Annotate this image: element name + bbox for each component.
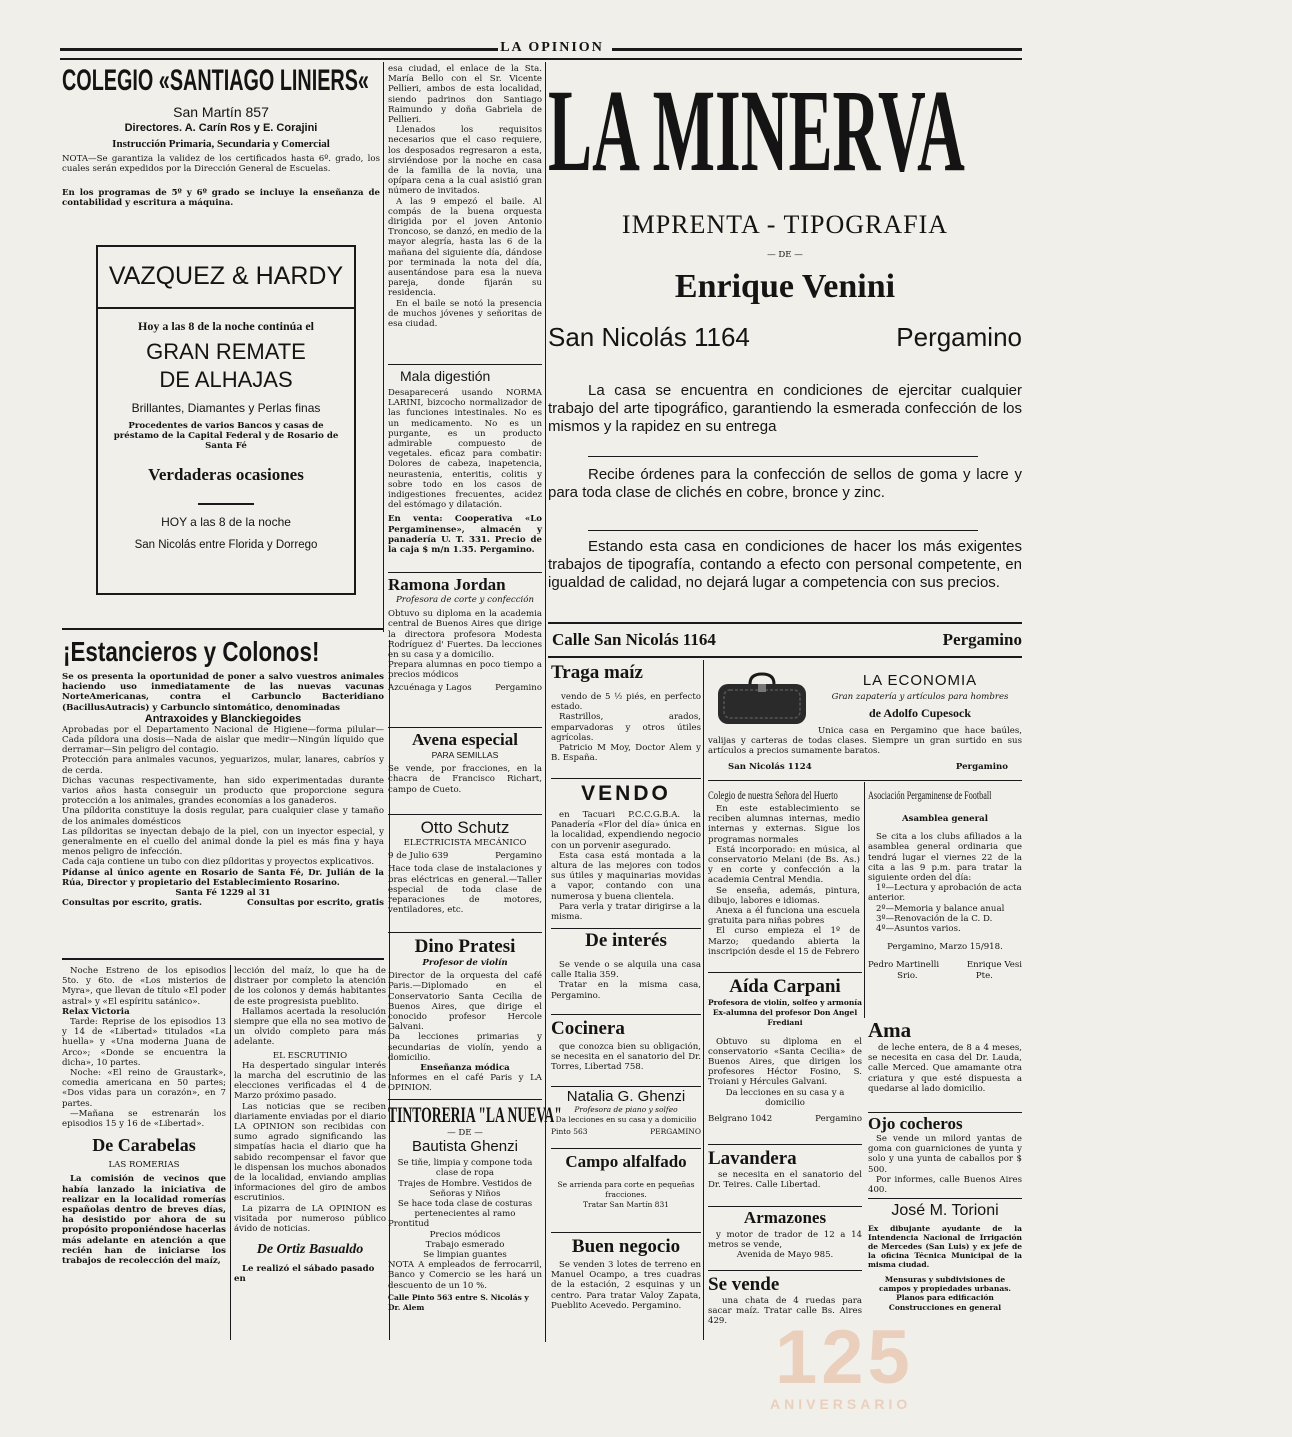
sevende-title: Se vende (708, 1274, 780, 1295)
tintoreria-precios: Precios módicos (429, 1229, 501, 1240)
armazones-body: y motor de trador de 12 a 14 metros se vende, (708, 1230, 862, 1251)
tintoreria-p1: Se tiñe, limpia y compone toda clase de ropa (397, 1158, 533, 1179)
estancieros-p1: Se os presenta la oportunidad de poner a salvo vuestros animales haciendo uso inmediatamente de las nuevas vacunas NorteAmericanas, contra el Carbunclo Bacteridiano (BacillusAutracis) y Carbunclo sintomático, denominadas (62, 672, 384, 713)
minerva-title: LA MINERVA (548, 65, 965, 196)
asociacion-o2: 2º—Memoria y balance anual (876, 903, 1005, 914)
cocheros-p2: Por informes, calle Buenos Aires 400. (868, 1174, 1022, 1196)
estancieros-foot-left: Consultas por escrito, gratis. (62, 898, 202, 909)
vazquez-slogan: Verdaderas ocasiones (148, 465, 304, 484)
ramona-ad (388, 575, 542, 725)
estancieros-p4: Dichas vacunas respectivamente, han sido experimentadas durante varios años hasta conseguir un producto que proporcione segura protección a los animales, grandes economías a los ganaderos. (62, 775, 384, 807)
estancieros-foot-right: Consultas por escrito, gratis (247, 898, 384, 909)
natalia-title: Natalia G. Ghenzi (566, 1088, 686, 1105)
tintoreria-prontitud: Prontitud (388, 1219, 430, 1230)
aida-title: Aída Carpani (729, 976, 841, 997)
sevende-body: una chata de 4 ruedas para sacar maíz. Tratar calle Bs. Aires 429. (708, 1296, 862, 1327)
teatro-p2: Tarde: Reprise de los episodios 13 y 14 de «Libertad» titulados «La huella» y «Una moderna Juana de Arco»; «Donde se encuentra la dicha», 10 partes. (62, 1017, 226, 1068)
colegio-liniers-ad (62, 64, 380, 239)
asociacion-title: Asociación Pergaminense de Football (868, 788, 992, 802)
otto-address: 9 de Julio 639 (388, 851, 449, 862)
teatro-p4: —Mañana se estrenarán los episodios 15 y 16 de «Libertad». (62, 1108, 226, 1130)
column-rule (230, 965, 231, 1340)
campo-title: Campo alfalfado (565, 1152, 687, 1171)
aida-p2: Da lecciones en su casa y a domicilio (725, 1087, 845, 1108)
nuestra-senora-p5: El curso empieza el 1º de Marzo; quedando abierta la inscripción desde el 15 de Febrero (708, 926, 860, 957)
minerva-town: Pergamino (896, 322, 1022, 352)
interes-body: Se vende o se alquila una casa calle Italia 359. (551, 960, 701, 981)
tintoreria-nota: NOTA A empleados de ferrocarril, Banco y Comercio se les hará un descuento de un 10 %. (388, 1260, 542, 1291)
cocheros-title: Ojo cocheros (868, 1114, 963, 1133)
armazones-ad (708, 1208, 862, 1268)
traga-ad (551, 662, 701, 774)
colegio-title: COLEGIO «SANTIAGO LINIERS« (62, 64, 369, 97)
armazones-title: Armazones (743, 1208, 827, 1227)
ortiz-title: De Ortiz Basualdo (256, 1242, 364, 1258)
tintoreria-trabajo: Trabajo esmerado (425, 1239, 505, 1250)
tintoreria-p3: Se hace toda clase de costuras pertenecientes al ramo (397, 1199, 533, 1220)
boda-p2: Llenados los requisitos necesarios que el caso requiere, los desposados regresaron a esta, sirviéndose por la noche en casa de la familia de la novia, una opípara cena a la cual asistió gran número de invitados. (388, 125, 542, 197)
minerva-de: — DE — (767, 250, 803, 260)
vazquez-hoy: HOY a las 8 de la noche (161, 515, 291, 529)
masthead-rule-right (612, 48, 1022, 51)
aida-town: Pergamino (815, 1114, 862, 1125)
nuestra-senora-title: Colegio de nuestra Señora del Huerto (708, 788, 838, 802)
ramona-town: Pergamino (495, 682, 542, 693)
avena-sub: PARA SEMILLAS (431, 750, 499, 760)
asociacion-sign-1: Pedro Martinelli (868, 960, 940, 971)
otto-sub: ELECTRICISTA MECÁNICO (403, 838, 527, 848)
maiz-p5: La pizarra de LA OPINION es visitada por numeroso público ávido de noticias. (234, 1203, 386, 1235)
minerva-p1: La casa se encuentra en condiciones de ejercitar cualquier trabajo del arte tipográfico, garantiendo la esmerada confección de los mismos y la rapidez en su entrega (548, 382, 1022, 435)
nuestra-senora-p2: Está incorporado: en música, al conservatorio Melani (de Bs. As.) y en corte y confección a la academia Central Mendia. (708, 844, 860, 886)
asociacion-sub: Asamblea general (901, 814, 989, 824)
toriani-p3: Planos para edificación (896, 1293, 994, 1302)
tintoreria-name: Bautista Ghenzi (412, 1138, 518, 1156)
ama-ad (868, 1018, 1022, 1110)
ama-body: de leche entera, de 8 a 4 meses, se necesita en casa del Dr. Lauda, calle Merced. Que amamante otra criatura y que esté dispuesta a quedarse al lado domicilio. (868, 1043, 1022, 1094)
aida-sub2: Ex-alumna del profesor Don Angel Frediani (712, 1008, 858, 1028)
calle-address: Calle San Nicolás 1164 (552, 630, 716, 649)
masthead-title: LA OPINION (500, 40, 604, 55)
maiz-p4: Las noticias que se reciben diariamente enviadas por el diario LA OPINION son recibidas con sumo agrado significando las simpatías hacia el diario que ha sabido recompensar el favor que le dispensan los muchos abonados de la localidad, enviando amplias informaciones del giro de ambos escrutinios. (234, 1101, 386, 1204)
otto-town: Pergamino (495, 851, 542, 862)
lavandera-title: Lavandera (708, 1148, 797, 1169)
asociacion-role-2: Pte. (975, 970, 993, 981)
estancieros-p8: Pídanse al único agente en Rosario de Santa Fé, Dr. Julián de la Rúa, Director y propietario del Establecimiento Rosarino. (62, 867, 384, 888)
otto-title: Otto Schutz (420, 818, 510, 837)
minerva-imprenta: IMPRENTA - TIPOGRAFIA (621, 210, 949, 239)
negocio-body: Se venden 3 lotes de terreno en Manuel Ocampo, a tres cuadras de la estación, 2 esquinas y un centro. Para tratar Valoy Zapata, Pueblito Acevedo. Pergamino. (551, 1260, 701, 1311)
minerva-p2: Recibe órdenes para la confección de sellos de goma y lacre y para toda clase de clichés en cobre, bronce y zinc. (548, 466, 1022, 501)
column-rule (545, 62, 546, 1342)
tintoreria-address: Calle Pinto 563 entre S. Nicolás y Dr. Alem (388, 1292, 529, 1313)
toriani-p4: Construcciones en general (888, 1303, 1002, 1313)
interes-p2: Tratar en la misma casa, Pergamino. (551, 980, 701, 1001)
nuestra-senora-ad (708, 784, 860, 974)
tintoreria-limpian: Se limpian guantes (423, 1250, 507, 1261)
economia-address: San Nicolás 1124 (728, 762, 812, 772)
vazquez-place: San Nicolás entre Florida y Dorrego (134, 539, 318, 551)
estancieros-p7: Cada caja contiene un tubo con diez píldoritas y proyectos explicativos. (62, 857, 375, 868)
negocio-title: Buen negocio (571, 1236, 681, 1257)
carabelas-romerias: LAS ROMERIAS (108, 1160, 180, 1171)
dino-ad (388, 936, 542, 1096)
lavandera-ad (708, 1148, 862, 1204)
teatro-p3: Noche: «El reino de Graustark», comedia americana en 50 partes; «Dos vidas para un corazón», en 7 partes. (62, 1068, 226, 1109)
toriani-p2: Mensuras y subdivisiones de campos y propiedades urbanas. (878, 1275, 1012, 1293)
teatro-relax: Relax Victoria (62, 1006, 130, 1017)
valise-icon (712, 672, 812, 728)
otto-ad (388, 818, 542, 928)
aida-address: Belgrano 1042 (708, 1114, 773, 1125)
dino-sub: Profesor de violín (422, 958, 508, 968)
asociacion-sign-2: Enrique Vesi (966, 960, 1022, 971)
economia-body: Unica casa en Pergamino que hace baúles, valijas y carteras de todas clases. Siempre un gran surtido en sus artículos a precios sumamente baratos. (708, 726, 1022, 757)
column-rule (383, 62, 384, 632)
natalia-sub: Profesora de piano y solfeo (574, 1105, 678, 1114)
ramona-title: Ramona Jordan (388, 575, 506, 594)
vazquez-remate: GRAN REMATE (146, 339, 306, 364)
interes-title: De interés (585, 930, 667, 951)
teatro-p5: La comisión de vecinos que había lanzado la iniciativa de realizar en la localidad romerías españolas dentro de breves días, ha desistido por ahora de su propósito proponiéndose hacerlas más adelante en atención a que recién han de iniciarse los trabajos de recolección del maíz, (62, 1174, 226, 1267)
estancieros-ad (62, 634, 384, 952)
asociacion-o4: 4º—Asuntos varios. (876, 924, 961, 935)
vendo-p2: Esta casa está montada a la altura de las mejores con todos sus útiles y maquinarias movidas a vapor, contando con una numerosa y buena clientela. (551, 850, 701, 902)
natalia-address: Pinto 563 (551, 1127, 588, 1137)
economia-sub: Gran zapatería y artículos para hombres (831, 692, 1009, 702)
vendo-body: en Tacuari P.C.C.G.B.A. la Panadería «Flor del día» única en la localidad, expendiendo negocio con un porvenir asegurado. (551, 810, 701, 851)
dino-p2: Da lecciones primarias y secundarias de violín, yendo a domicilio. (388, 1032, 542, 1063)
boda-article (388, 64, 542, 360)
minerva-address: San Nicolás 1164 (548, 322, 750, 352)
tintoreria-de: — DE — (447, 1128, 483, 1138)
digestion-ad (388, 368, 542, 568)
maiz-p3: Ha despertado singular interés la marcha del escrutinio de las elecciones verificadas el 4 de Marzo próximo pasado. (234, 1060, 386, 1102)
digestion-venta: En venta: Cooperativa «Lo Pergaminense», almacén y panadería U. T. 331. Precio de la caja $ m/n 1.35. Pergamino. (388, 514, 542, 556)
estancieros-p5: Una píldorita constituye la dosis regular, para cualquier clase y tamaño de los animales domésticos (62, 806, 384, 827)
estancieros-p3: Protección para animales vacunos, yeguarizos, mular, lanares, cabríos y de cerda. (62, 755, 384, 776)
interes-ad (551, 930, 701, 1010)
maiz-p1: lección del maíz, lo que ha de distraer por completo la atención de los colonos y demás habitantes de este progresista pueblito. (234, 966, 386, 1007)
vazquez-line1: Hoy a las 8 de la noche continúa el (137, 319, 314, 333)
aida-body: Obtuvo su diploma en el conservatorio «Santa Cecilia» de Buenos Aires, que dirigen los profesores Héctor Fosino, S. Troiani y Hércules Galvani. (708, 1036, 862, 1088)
teatro-article (62, 966, 226, 1340)
ama-title: Ama (868, 1018, 912, 1042)
avena-body: Se vende, por fracciones, en la chacra de Francisco Richart, campo de Cueto. (388, 764, 542, 795)
cocinera-body: que conozca bien su obligación, se necesita en el sanatorio del Dr. Torres, Libertad 758. (551, 1042, 701, 1073)
natalia-sub2: Da lecciones en su casa y a domicilio (555, 1115, 697, 1125)
cocinera-title: Cocinera (551, 1018, 625, 1039)
column-rule (703, 660, 704, 1340)
minerva-ad (548, 60, 1022, 620)
campo-body: Se arrienda para corte en pequeñas fracciones. (557, 1180, 695, 1200)
asociacion-ad (868, 784, 1022, 1014)
economia-title: LA ECONOMIA (862, 672, 978, 689)
boda-p4: En el baile se notó la presencia de muchos jóvenes y señoritas de esa ciudad. (388, 298, 542, 330)
avena-title: Avena especial (412, 730, 518, 749)
dino-title: Dino Pratesi (414, 936, 516, 957)
estancieros-p2: Aprobadas por el Departamento Nacional de Higiene—forma pilular—Cada píldora una dosis—Nada de aislar que medir—Ningún líquido que derramar—Sin peligro del contagio. (62, 724, 384, 756)
campo-p2: Tratar San Martín 831 (582, 1200, 669, 1210)
nuestra-senora-p4: Anexa a él funciona una escuela gratuita para niñas pobres (708, 906, 860, 927)
colegio-address: San Martín 857 (173, 104, 269, 120)
economia-ad (708, 664, 1022, 776)
natalia-town: PERGAMINO (650, 1127, 701, 1137)
traga-p3: Patricio M Moy, Doctor Alem y B. España. (551, 743, 701, 764)
traga-p2: Rastrillos, arados, emparvadoras y otros útiles agrícolas. (551, 712, 701, 743)
asociacion-o3: 3º—Renovación de la C. D. (876, 913, 993, 924)
armazones-p2: Avenida de Mayo 985. (736, 1250, 834, 1261)
dino-body: Director de la orquesta del café Paris.—Diplomado en el Conservatorio Santa Cecilia de Buenos Aires, que dirige el conocido profesor Hercole Galvani. (388, 971, 542, 1033)
aida-ad (708, 976, 862, 1142)
vazquez-items: Brillantes, Diamantes y Perlas finas (131, 401, 321, 415)
digestion-title: Mala digestión (400, 368, 491, 384)
colegio-subtitle: Instrucción Primaria, Secundaria y Comercial (112, 138, 330, 150)
minerva-p3: Estando esta casa en condiciones de hacer los más exigentes trabajos de tipografía, contando a efecto con personal competente, en igualdad de calidad, no dejará lugar a competencia con sus precios. (548, 538, 1022, 591)
vazquez-title: VAZQUEZ & HARDY (108, 262, 344, 290)
boda-p1: esa ciudad, el enlace de la Sta. María Bello con el Sr. Vicente Pellieri, ambos de esta localidad, siendo padrinos don Santiago Raimundo y doña Gabriela de Pellieri. (388, 64, 542, 126)
maiz-p2: Hallamos acertada la resolución siempre que ella no sea motivo de un olvido completo para más adelante. (234, 1006, 386, 1048)
dino-p3: Informes en el café Paris y LA OPINION. (388, 1073, 542, 1094)
natalia-ad (551, 1088, 701, 1146)
vazquez-alhajas: DE ALHAJAS (159, 367, 293, 392)
aida-sub: Profesora de violín, solfeo y armonía (708, 998, 863, 1007)
colegio-note: NOTA—Se garantiza la validez de los certificados hasta 6º. grado, los cuales serán expedidos por la Dirección General de Escuelas. (62, 154, 380, 175)
masthead-rule-left (60, 48, 498, 51)
ramona-address: Azcuénaga y Lagos (388, 682, 472, 693)
otto-body: Hace toda clase de instalaciones y bras eléctricas en general.—Taller especial de toda clase de reparaciones de motores, ventiladores, etc. (388, 864, 542, 916)
watermark-number: 125 (775, 1315, 914, 1400)
carabelas-title: De Carabelas (92, 1135, 196, 1156)
economia-town: Pergamino (955, 762, 1008, 772)
dino-sub2: Enseñanza módica (420, 1063, 510, 1074)
economia-de: de Adolfo Cupesock (868, 706, 972, 720)
cocheros-ad (868, 1114, 1022, 1196)
vazquez-hardy-ad (96, 245, 356, 595)
lavandera-body: se necesita en el sanatorio del Dr. Teires. Calle Libertad. (708, 1170, 862, 1191)
watermark-text: ANIVERSARIO (770, 1396, 912, 1412)
estancieros-address: Santa Fé 1229 al 31 (175, 888, 271, 899)
colegio-note-2: En los programas de 5º y 6º grado se incluye la enseñanza de contabilidad y escritura a máquina. (62, 188, 380, 209)
tintoreria-p2: Trajes de Hombre. Vestidos de Señoras y Niños (398, 1178, 532, 1199)
toriani-title: José M. Torioni (891, 1202, 999, 1219)
minerva-name: Enrique Venini (674, 268, 896, 305)
vendo-p3: Para verla y tratar dirigirse a la misma. (551, 901, 701, 923)
traga-body: vendo de 5 ½ piés, en perfecto estado. (551, 692, 701, 713)
vazquez-origin: Procedentes de varios Bancos y casas de préstamo de la Capital Federal y de Rosario de Santa Fé (113, 421, 339, 452)
asociacion-role-1: Srio. (897, 970, 918, 981)
tintoreria-title: TINTORERIA "LA NUEVA" (388, 1102, 562, 1127)
teatro-p1: Noche Estreno de los episodios 5to. y 6to. de «Los misterios de Myra», que llevan de título «El poder astral» y «El espíritu satánico». (62, 966, 226, 1007)
colegio-directors: Directores. A. Carín Ros y E. Corajini (124, 122, 318, 134)
ramona-sub: Profesora de corte y confección (395, 595, 535, 605)
estancieros-p6: Las píldoritas se inyectan debajo de la piel, con un inyector especial, y generalmente en el cuello del animal donde la piel es más fina y haya menos peligro de infección. (62, 826, 384, 858)
asociacion-date: Pergamino, Marzo 15/918. (887, 942, 1003, 953)
nuestra-senora-p3: Se enseña, además, pintura, dibujo, labores e idiomas. (708, 885, 860, 906)
traga-title: Traga maíz (551, 662, 643, 683)
avena-ad (388, 730, 542, 812)
ramona-body: Obtuvo su diploma en la academia central de Buenos Aires que dirige la directora profesora Modesta Rodríguez d' Fuertes. Da lecciones en su casa y a domicilio. (388, 609, 542, 661)
campo-ad (551, 1152, 701, 1232)
estancieros-title: ¡Estancieros y Colonos! (62, 636, 320, 667)
vendo-title: VENDO (581, 782, 671, 805)
toriani-ad (868, 1202, 1022, 1332)
digestion-body: Desaparecerá usando NORMA LARINI, bizcocho normalizador de las funciones intestinales. No es un medicamento. No es un purgante, es un producto admirable compuesto de vegetales. eficaz para combatir: Dolores de cabeza, inapetencia, neurastenia, enteritis, colitis y sobre todo en los casos de indigestiones frecuentes, acidez del estómago y dilatación. (388, 388, 542, 511)
calle-town: Pergamino (942, 630, 1022, 649)
asociacion-o1: 1º—Lectura y aprobación de acta anterior. (868, 883, 1022, 904)
negocio-ad (551, 1236, 701, 1336)
asociacion-p1: Se cita a los clubs afiliados a la asamblea general ordinaria que tendrá lugar el viernes 22 de la cita a las 9 p.m. para tratar la siguiente orden del día: (868, 832, 1022, 884)
maiz-escrutinio: EL ESCRUTINIO (272, 1050, 348, 1061)
tintoreria-ad (388, 1102, 562, 1338)
cocinera-ad (551, 1018, 701, 1084)
vendo-ad (551, 782, 701, 924)
nuestra-senora-p1: En este establecimiento se reciben alumnas internas, medio internas y externas. Sigue los programas normales (708, 804, 860, 845)
maiz-p6: Le realizó el sábado pasado en (234, 1264, 375, 1285)
estancieros-sub: Antraxoides y Blanckiegoides (144, 712, 302, 725)
maiz-article (234, 966, 386, 1340)
toriani-body: Ex dibujante ayudante de la Intendencia Nacional de Irrigación de Mercedes (San Luis) y ex jefe de la oficina Técnica Municipal de la misma ciudad. (868, 1224, 1022, 1269)
ramona-p2: Prepara alumnas en poco tiempo a precios módicos (388, 660, 542, 681)
cocheros-body: Se vende un milord yantas de goma con guarniciones de yunta y solo y una yunta de caballos por $ 500. (868, 1134, 1022, 1175)
boda-p3: A las 9 empezó el baile. Al compás de la buena orquesta dirigida por el joven Antonio Troncoso, se danzó, en medio de la mayor alegría, hasta las 6 de la mañana del siguiente día, dándose por terminada la nota del día, ausentándose para esa la nueva pareja, donde fijarán su residencia. (388, 196, 542, 299)
